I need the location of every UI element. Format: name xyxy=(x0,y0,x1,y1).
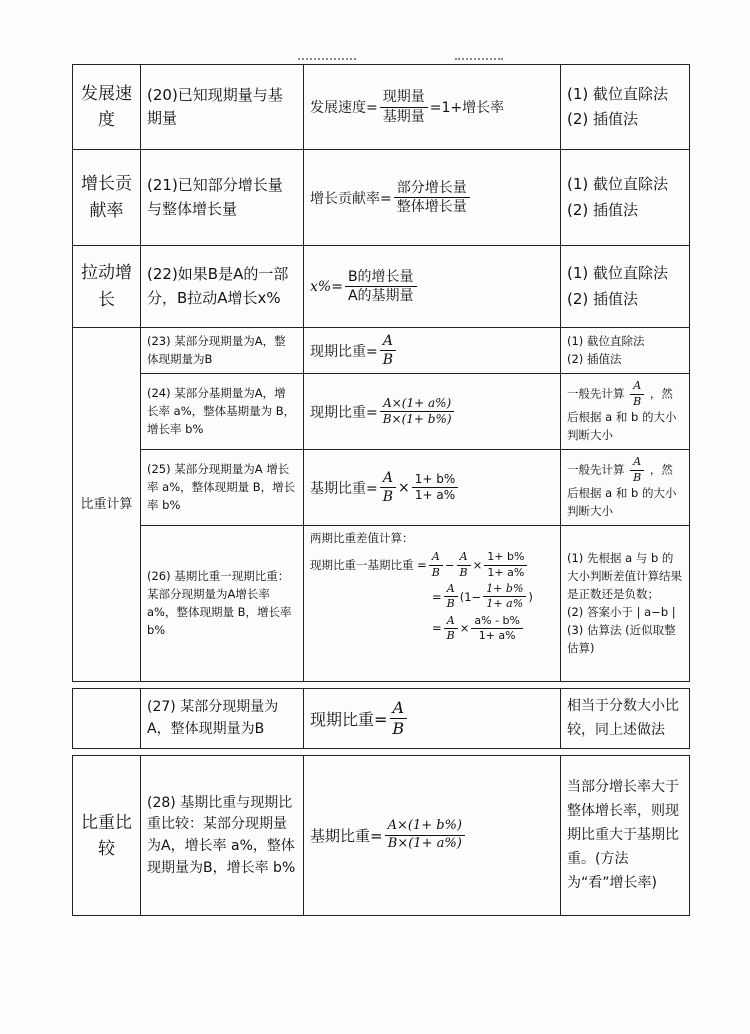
fraction-denominator: 1+ a% xyxy=(486,597,524,611)
table-row xyxy=(73,450,690,526)
formula-cell xyxy=(304,756,561,916)
method-line: (1) 截位直除法 xyxy=(567,333,645,348)
formula-title: 两期比重差值计算： xyxy=(310,531,414,546)
condition-cell: (24) 某部分基期量为A，增长率 a%，整体基期量为 B，增长率 b% xyxy=(141,374,304,450)
formula-left: 现期比重一基期比重 = xyxy=(310,558,427,573)
formula-cell xyxy=(304,65,561,150)
method-line: (1) 截位直除法 xyxy=(567,84,669,103)
method-cell xyxy=(561,246,690,328)
fraction-numerator: a% - b% xyxy=(471,614,523,629)
formula-left: 基期比重= xyxy=(310,480,378,497)
fraction-denominator: B xyxy=(459,565,468,579)
fraction xyxy=(444,582,458,612)
fraction xyxy=(630,379,644,409)
fraction xyxy=(380,396,455,428)
method-cell xyxy=(561,526,690,682)
formula-left: 增长贡献率= xyxy=(310,190,392,207)
times-sign: × xyxy=(459,621,470,636)
category-cell: 发展速度 xyxy=(73,65,141,150)
category-cell: 拉动增长 xyxy=(73,246,141,328)
table-row xyxy=(73,689,690,749)
table-row xyxy=(73,246,690,328)
method-line: (2) 答案小于 | a−b | xyxy=(567,604,676,619)
fraction xyxy=(630,455,644,485)
fraction xyxy=(412,472,459,504)
fraction-numerator: A xyxy=(444,582,458,597)
fraction-denominator: B xyxy=(633,470,642,484)
method-line: (2) 插值法 xyxy=(567,200,639,219)
fraction-denominator: B xyxy=(382,489,394,506)
fraction-numerator: A xyxy=(380,332,396,351)
formula-left: x%= xyxy=(310,278,343,295)
fraction-numerator: A xyxy=(457,550,471,565)
fraction-denominator: 1+ a% xyxy=(414,488,456,503)
fraction xyxy=(394,179,470,216)
fraction-numerator: A xyxy=(380,469,396,488)
fraction-denominator: B×(1+ a%) xyxy=(387,836,462,852)
fraction-numerator: 现期量 xyxy=(380,88,428,107)
category-cell: 比重计算 xyxy=(73,328,141,682)
condition-cell: (26) 基期比重一现期比重：某部分现期量为A增长率 a%，整体现期量 B，增长率 b% xyxy=(141,526,304,682)
fraction xyxy=(385,818,465,853)
fraction-denominator: B xyxy=(431,565,440,579)
fraction-numerator: A×(1+ a%) xyxy=(380,396,454,413)
times-sign: × xyxy=(472,558,483,573)
fraction xyxy=(457,550,471,580)
fraction-denominator: B xyxy=(446,597,455,611)
method-line: (2) 插值法 xyxy=(567,110,639,128)
fraction-numerator: A×(1+ b%) xyxy=(385,818,465,836)
condition-cell: (22)如果B是A的一部分，B拉动A增长x% xyxy=(141,246,304,328)
formula-left: 现期比重= xyxy=(310,343,378,360)
fraction-numerator: A xyxy=(630,455,644,470)
method-cell: 当部分增长率大于整体增长率，则现期比重大于基期比重。(方法为“看”增长率) xyxy=(561,756,690,916)
condition-cell: (23) 某部分现期量为A，整体现期量为B xyxy=(141,328,304,374)
fraction-numerator: 1+ b% xyxy=(483,582,526,597)
category-cell: 增长贡献率 xyxy=(73,150,141,246)
fraction-denominator: B×(1+ b%) xyxy=(382,412,452,427)
method-text-post: ，然后根据 a 和 b 的大小判断大小 xyxy=(567,386,677,442)
fraction xyxy=(389,698,407,741)
category-cell: 比重比较 xyxy=(73,756,141,916)
table-row-28 xyxy=(72,755,690,916)
equals-sign: = xyxy=(432,589,442,604)
formula-left: 现期比重= xyxy=(310,404,378,421)
method-cell xyxy=(561,328,690,374)
fraction-numerator: 1+ b% xyxy=(484,550,527,565)
fraction xyxy=(429,550,443,580)
formula-cell xyxy=(304,150,561,246)
fraction-numerator: A xyxy=(390,698,408,720)
method-line: (1) 截位直除法 xyxy=(567,175,669,193)
fraction xyxy=(380,332,396,369)
formula-cell xyxy=(304,689,561,749)
table-row xyxy=(73,756,690,916)
fraction-numerator: 部分增长量 xyxy=(394,179,470,198)
formula-left: 基期比重= xyxy=(310,827,383,846)
table-row xyxy=(73,328,690,374)
method-text-pre: 一般先计算 xyxy=(567,462,625,477)
fraction-denominator: 基期量 xyxy=(382,108,425,125)
method-text-pre: 一般先计算 xyxy=(567,386,625,401)
fraction xyxy=(444,614,458,644)
fraction-numerator: A xyxy=(444,614,458,629)
fraction-denominator: B xyxy=(633,394,642,408)
formula-cell xyxy=(304,374,561,450)
times-sign: × xyxy=(398,479,410,496)
formula-cell xyxy=(304,246,561,328)
fraction-denominator: B xyxy=(392,719,405,739)
fraction-numerator: A xyxy=(630,379,644,394)
fraction-denominator: 1+ a% xyxy=(487,565,525,579)
fraction-denominator: B xyxy=(446,628,455,642)
method-line: (1) 先根据 a 与 b 的大小判断差值计算结果是正数还是负数； xyxy=(567,551,682,602)
method-cell xyxy=(561,150,690,246)
method-line: (2) 插值法 xyxy=(567,289,639,308)
fraction-numerator: B的增长量 xyxy=(345,268,417,287)
table-row xyxy=(73,526,690,682)
formula-right: =1+增长率 xyxy=(429,100,505,116)
method-cell xyxy=(561,65,690,150)
formula-table xyxy=(72,64,690,916)
fraction-denominator: 整体增长量 xyxy=(396,199,467,215)
formula-left: 发展速度= xyxy=(310,100,378,116)
fraction xyxy=(380,469,396,506)
fraction xyxy=(345,268,417,305)
table-row xyxy=(73,374,690,450)
condition-cell: (27) 某部分现期量为A，整体现期量为B xyxy=(141,689,304,749)
fraction xyxy=(471,614,523,644)
equals-sign: = xyxy=(432,621,442,636)
paren-close: ) xyxy=(528,589,533,604)
fraction xyxy=(380,88,428,125)
condition-cell: (20)已知现期量与基期量 xyxy=(141,65,304,150)
formula-cell xyxy=(304,450,561,526)
condition-cell: (21)已知部分增长量与整体增长量 xyxy=(141,150,304,246)
method-line: (3) 估算法 (近似取整估算) xyxy=(567,622,676,655)
minus-sign: − xyxy=(444,558,455,573)
condition-cell: (25) 某部分现期量为A 增长率 a%，整体现期量 B，增长率 b% xyxy=(141,450,304,526)
method-line: (2) 插值法 xyxy=(567,351,622,366)
table-row-27 xyxy=(72,688,690,749)
method-line: (1) 截位直除法 xyxy=(567,264,669,282)
method-cell xyxy=(561,374,690,450)
fraction-numerator: 1+ b% xyxy=(412,472,459,489)
condition-cell: (28) 基期比重与现期比重比较：某部分现期量为A，增长率 a%，整体现期量为B，增长率 b% xyxy=(141,756,304,916)
method-text-post: ，然后根据 a 和 b 的大小判断大小 xyxy=(567,462,677,518)
formula-cell xyxy=(304,328,561,374)
fraction-numerator: A xyxy=(429,550,443,565)
fraction-denominator: B xyxy=(382,352,394,369)
method-cell xyxy=(561,450,690,526)
formula-cell xyxy=(304,526,561,682)
fraction xyxy=(484,550,527,580)
formula-left: 现期比重= xyxy=(310,710,388,730)
fraction-denominator: 1+ a% xyxy=(478,628,516,642)
method-cell: 相当于分数大小比较，同上述做法 xyxy=(561,689,690,749)
category-cell xyxy=(73,689,141,749)
fraction xyxy=(483,582,526,612)
table-row xyxy=(73,150,690,246)
paren-open: (1− xyxy=(459,589,482,604)
fraction-denominator: A的基期量 xyxy=(347,288,414,304)
table-row xyxy=(73,65,690,150)
